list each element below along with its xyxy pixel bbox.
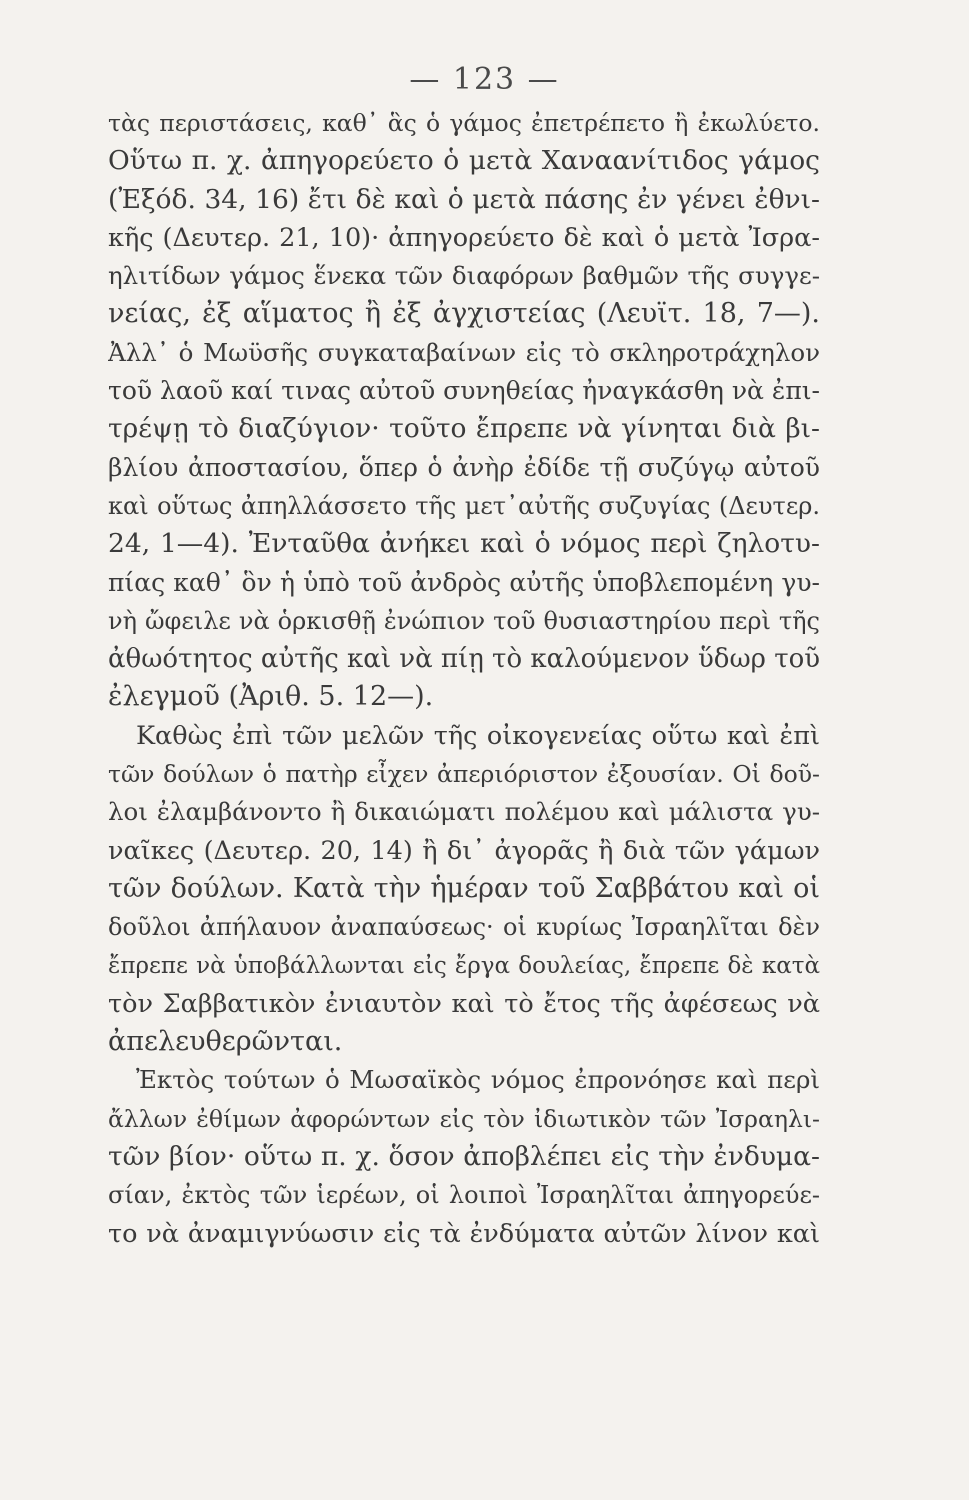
text-line: ἔπρεπε νὰ ὑποβάλλωνται εἰς ἔργα δουλείας, ἔπρεπε δὲ κατὰ bbox=[108, 952, 820, 979]
text-line: τρέψῃ τὸ διαζύγιον· τοῦτο ἔπρεπε νὰ γίνηται διὰ βι- bbox=[108, 413, 820, 445]
text-line: 24, 1—4). Ἐνταῦθα ἀνήκει καὶ ὁ νόμος περὶ ζηλοτυ- bbox=[108, 528, 820, 560]
text-line: τῶν βίον· οὕτω π. χ. ὅσον ἀποβλέπει εἰς τὴν ἐνδυμα- bbox=[108, 1141, 820, 1173]
text-line: ηλιτίδων γάμος ἕνεκα τῶν διαφόρων βαθμῶν τῆς συγγε- bbox=[108, 261, 820, 291]
text-line: Ἀλλ᾽ ὁ Μωϋσῆς συγκαταβαίνων εἰς τὸ σκληροτράχηλον bbox=[108, 337, 820, 367]
text-line: σίαν, ἐκτὸς τῶν ἱερέων, οἱ λοιποὶ Ἰσραηλῖται ἀπηγορεύε- bbox=[108, 1181, 820, 1210]
text-line: τὸν Σαββατικὸν ἐνιαυτὸν καὶ τὸ ἔτος τῆς ἀφέσεως νὰ bbox=[108, 988, 820, 1019]
text-line: Ἐκτὸς τούτων ὁ Μωσαϊκὸς νόμος ἐπρονόησε καὶ περὶ bbox=[136, 1065, 820, 1095]
text-line: δοῦλοι ἀπήλαυον ἀναπαύσεως· οἱ κυρίως Ἰσραηλῖται δὲν bbox=[108, 913, 820, 942]
text-line: ἀθωότητος αὐτῆς καὶ νὰ πίῃ τὸ καλούμενον ὕδωρ τοῦ bbox=[108, 644, 820, 675]
text-line: Οὕτω π. χ. ἀπηγορεύετο ὁ μετὰ Χαναανίτιδος γάμος bbox=[108, 145, 820, 177]
text-line: τὰς περιστάσεις, καθ᾽ ἃς ὁ γάμος ἐπετρέπετο ἢ ἐκωλύετο. bbox=[108, 109, 820, 137]
text-line: Καθὼς ἐπὶ τῶν μελῶν τῆς οἰκογενείας οὕτω καὶ ἐπὶ bbox=[136, 720, 820, 751]
body-text bbox=[108, 104, 820, 1253]
text-line: κῆς (Δευτερ. 21, 10)· ἀπηγορεύετο δὲ καὶ ὁ μετὰ Ἰσρα- bbox=[108, 222, 820, 253]
text-line: ἄλλων ἐθίμων ἀφορώντων εἰς τὸν ἰδιωτικὸν τῶν Ἰσραηλι- bbox=[108, 1104, 820, 1133]
text-line: τῶν δούλων ὁ πατὴρ εἶχεν ἀπεριόριστον ἐξουσίαν. Οἱ δοῦ- bbox=[108, 760, 820, 789]
text-line: τῶν δούλων. Κατὰ τὴν ἡμέραν τοῦ Σαββάτου καὶ οἱ bbox=[108, 872, 820, 904]
text-line: πίας καθ᾽ ὃν ἡ ὑπὸ τοῦ ἀνδρὸς αὐτῆς ὑποβλεπομένη γυ- bbox=[108, 567, 820, 597]
text-line: ἀπελευθερῶνται. bbox=[108, 1026, 343, 1058]
text-line: νείας, ἐξ αἵματος ἢ ἐξ ἀγχιστείας (Λευϊτ. 18, 7—). bbox=[108, 298, 820, 330]
text-line: τοῦ λαοῦ καί τινας αὐτοῦ συνηθείας ἠναγκάσθη νὰ ἐπι- bbox=[108, 376, 820, 406]
text-line: καὶ οὕτως ἀπηλλάσσετο τῆς μετ᾽αὐτῆς συζυγίας (Δευτερ. bbox=[108, 491, 820, 520]
page-number: — 123 — bbox=[409, 62, 560, 97]
text-line: το νὰ ἀναμιγνύωσιν εἰς τὰ ἐνδύματα αὐτῶν λίνον καὶ bbox=[108, 1218, 820, 1249]
text-line: ἐλεγμοῦ (Ἀριθ. 5. 12—). bbox=[108, 681, 434, 713]
text-line: νὴ ὤφειλε νὰ ὁρκισθῇ ἐνώπιον τοῦ θυσιαστηρίου περὶ τῆς bbox=[108, 606, 820, 635]
text-line: (Ἐξόδ. 34, 16) ἔτι δὲ καὶ ὁ μετὰ πάσης ἐν γένει ἐθνι- bbox=[108, 183, 820, 215]
text-line: λοι ἐλαμβάνοντο ἢ δικαιώματι πολέμου καὶ μάλιστα γυ- bbox=[108, 797, 820, 827]
text-line: ναῖκες (Δευτερ. 20, 14) ἢ δι᾽ ἀγορᾶς ἢ διὰ τῶν γάμων bbox=[108, 835, 820, 866]
text-line: βλίου ἀποστασίου, ὅπερ ὁ ἀνὴρ ἐδίδε τῇ συζύγῳ αὐτοῦ bbox=[108, 452, 820, 482]
